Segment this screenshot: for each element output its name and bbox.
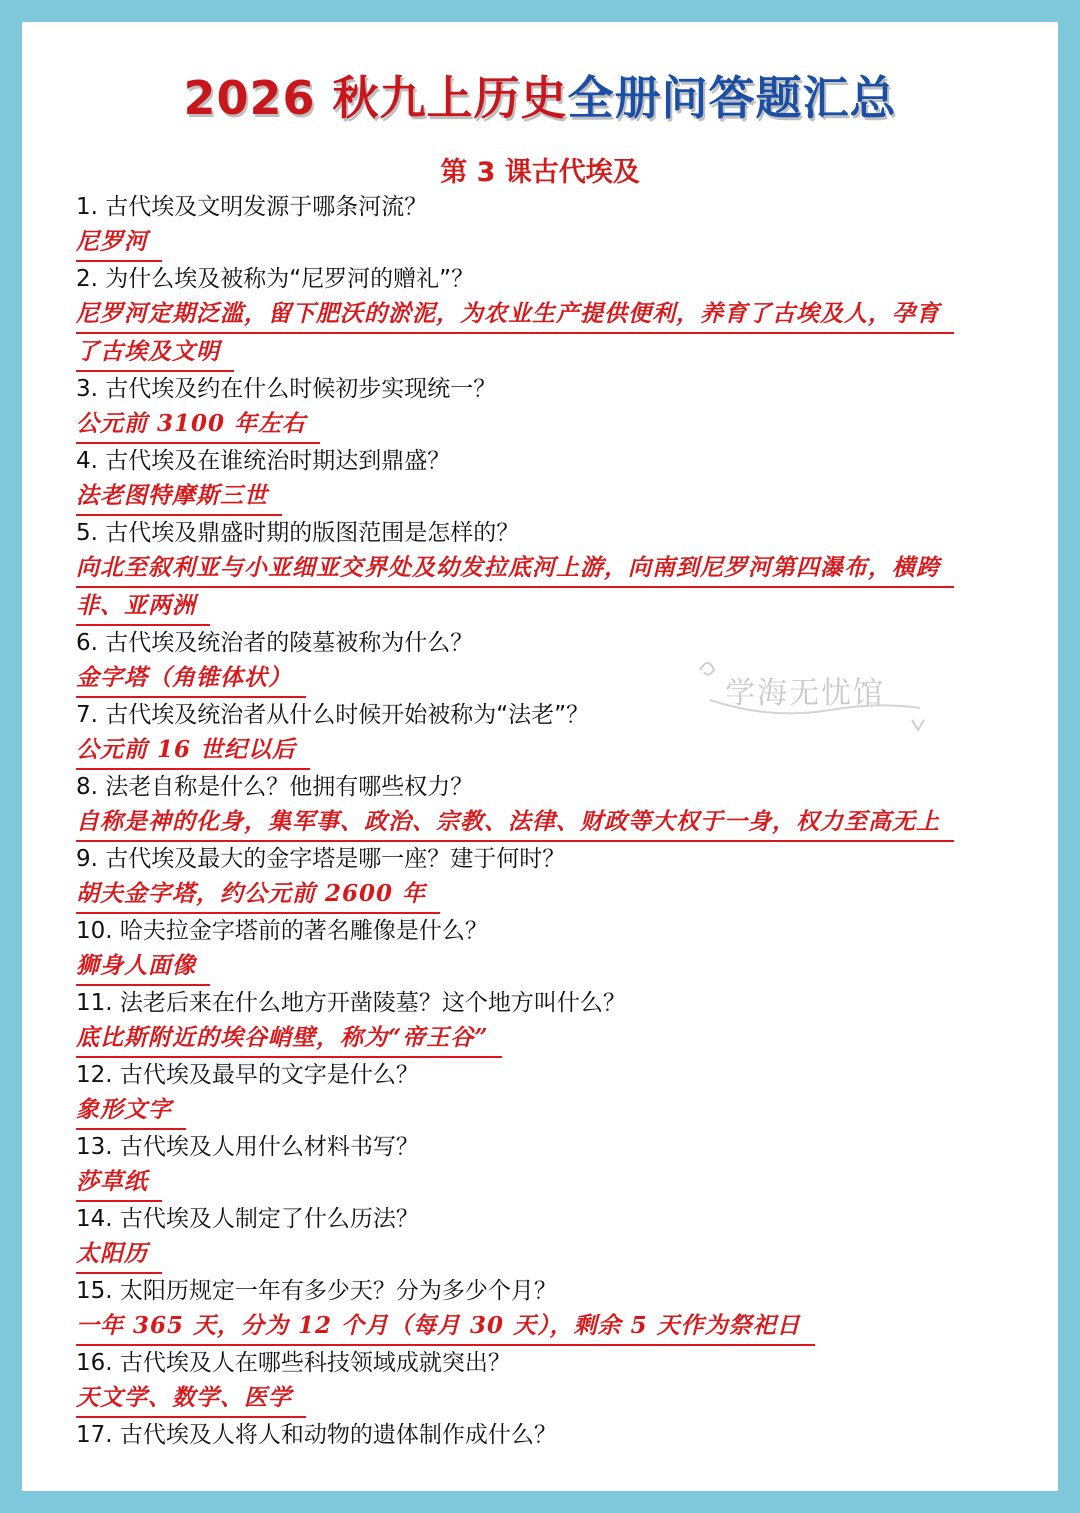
answer-text: 太阳历 [76, 1236, 162, 1274]
answer-text: 莎草纸 [76, 1164, 162, 1202]
question-text: 7. 古代埃及统治者从什么时候开始被称为“法老”？ [76, 702, 590, 728]
answer-text: 尼罗河 [76, 224, 162, 262]
question-text: 1. 古代埃及文明发源于哪条河流？ [76, 194, 428, 220]
question-text: 14. 古代埃及人制定了什么历法？ [76, 1206, 419, 1232]
question-text: 5. 古代埃及鼎盛时期的版图范围是怎样的？ [76, 520, 520, 546]
qa-item [76, 1274, 1036, 1346]
answer-line [76, 1020, 1036, 1058]
answer-line [76, 804, 1036, 842]
page-title [0, 62, 1080, 128]
answer-text: 了古埃及文明 [76, 334, 234, 372]
qa-item [76, 190, 1036, 262]
question-text: 12. 古代埃及最早的文字是什么？ [76, 1062, 419, 1088]
answer-text: 金字塔（角锥体状） [76, 660, 306, 698]
question-text: 9. 古代埃及最大的金字塔是哪一座？建于何时？ [76, 846, 566, 872]
qa-item [76, 914, 1036, 986]
answer-line [76, 1092, 1036, 1130]
answer-line [76, 876, 1036, 914]
qa-item [76, 516, 1036, 626]
answer-line [76, 1380, 1036, 1418]
answer-line [76, 478, 1036, 516]
qa-item [76, 842, 1036, 914]
answer-line [76, 334, 1036, 372]
answer-line [76, 660, 1036, 698]
answer-line [76, 296, 1036, 334]
question-text: 15. 太阳历规定一年有多少天？分为多少个月？ [76, 1278, 557, 1304]
qa-item [76, 626, 1036, 698]
answer-text: 公元前 3100 年左右 [76, 406, 320, 444]
title-part2: 全册问答题汇总 [567, 71, 897, 125]
answer-line [76, 1308, 1036, 1346]
answer-text: 法老图特摩斯三世 [76, 478, 282, 516]
qa-item [76, 444, 1036, 516]
answer-text: 天文学、数学、医学 [76, 1380, 306, 1418]
qa-item [76, 372, 1036, 444]
question-text: 8. 法老自称是什么？他拥有哪些权力？ [76, 774, 474, 800]
answer-line [76, 224, 1036, 262]
qa-item [76, 770, 1036, 842]
question-text: 16. 古代埃及人在哪些科技领域成就突出？ [76, 1350, 511, 1376]
answer-text: 一年 365 天，分为 12 个月（每月 30 天），剩余 5 天作为祭祀日 [76, 1308, 815, 1346]
question-text: 17. 古代埃及人将人和动物的遗体制作成什么？ [76, 1422, 557, 1448]
lesson-subtitle: 第 3 课古代埃及 [440, 157, 640, 188]
qa-item [76, 1130, 1036, 1202]
answer-line [76, 1236, 1036, 1274]
question-text: 10. 哈夫拉金字塔前的著名雕像是什么？ [76, 918, 488, 944]
question-text: 3. 古代埃及约在什么时候初步实现统一？ [76, 376, 497, 402]
answer-text: 胡夫金字塔，约公元前 2600 年 [76, 876, 440, 914]
qa-item [76, 1418, 1036, 1452]
qa-item [76, 1202, 1036, 1274]
question-text: 11. 法老后来在什么地方开凿陵墓？这个地方叫什么？ [76, 990, 626, 1016]
question-text: 6. 古代埃及统治者的陵墓被称为什么？ [76, 630, 474, 656]
answer-line [76, 1164, 1036, 1202]
answer-line [76, 732, 1036, 770]
watermark-text: 学海无忧馆 [725, 676, 885, 711]
qa-item [76, 1346, 1036, 1418]
answer-text: 底比斯附近的埃谷峭壁，称为“帝王谷” [76, 1020, 502, 1058]
answer-text: 公元前 16 世纪以后 [76, 732, 310, 770]
question-text: 2. 为什么埃及被称为“尼罗河的赠礼”？ [76, 266, 475, 292]
answer-line [76, 948, 1036, 986]
qa-item [76, 698, 1036, 770]
answer-line [76, 550, 1036, 588]
answer-line [76, 406, 1036, 444]
qa-list [76, 190, 1036, 1452]
question-text: 4. 古代埃及在谁统治时期达到鼎盛？ [76, 448, 451, 474]
answer-text: 向北至叙利亚与小亚细亚交界处及幼发拉底河上游，向南到尼罗河第四瀑布，横跨 [76, 550, 954, 588]
qa-item [76, 1058, 1036, 1130]
qa-item [76, 262, 1036, 372]
answer-text: 狮身人面像 [76, 948, 210, 986]
answer-text: 象形文字 [76, 1092, 186, 1130]
title-part1: 2026 秋九上历史 [183, 71, 568, 125]
answer-text: 自称是神的化身，集军事、政治、宗教、法律、财政等大权于一身，权力至高无上 [76, 804, 954, 842]
question-text: 13. 古代埃及人用什么材料书写？ [76, 1134, 419, 1160]
answer-text: 非、亚两洲 [76, 588, 210, 626]
answer-text: 尼罗河定期泛滥，留下肥沃的淤泥，为农业生产提供便利，养育了古埃及人，孕育 [76, 296, 954, 334]
qa-item [76, 986, 1036, 1058]
answer-line [76, 588, 1036, 626]
